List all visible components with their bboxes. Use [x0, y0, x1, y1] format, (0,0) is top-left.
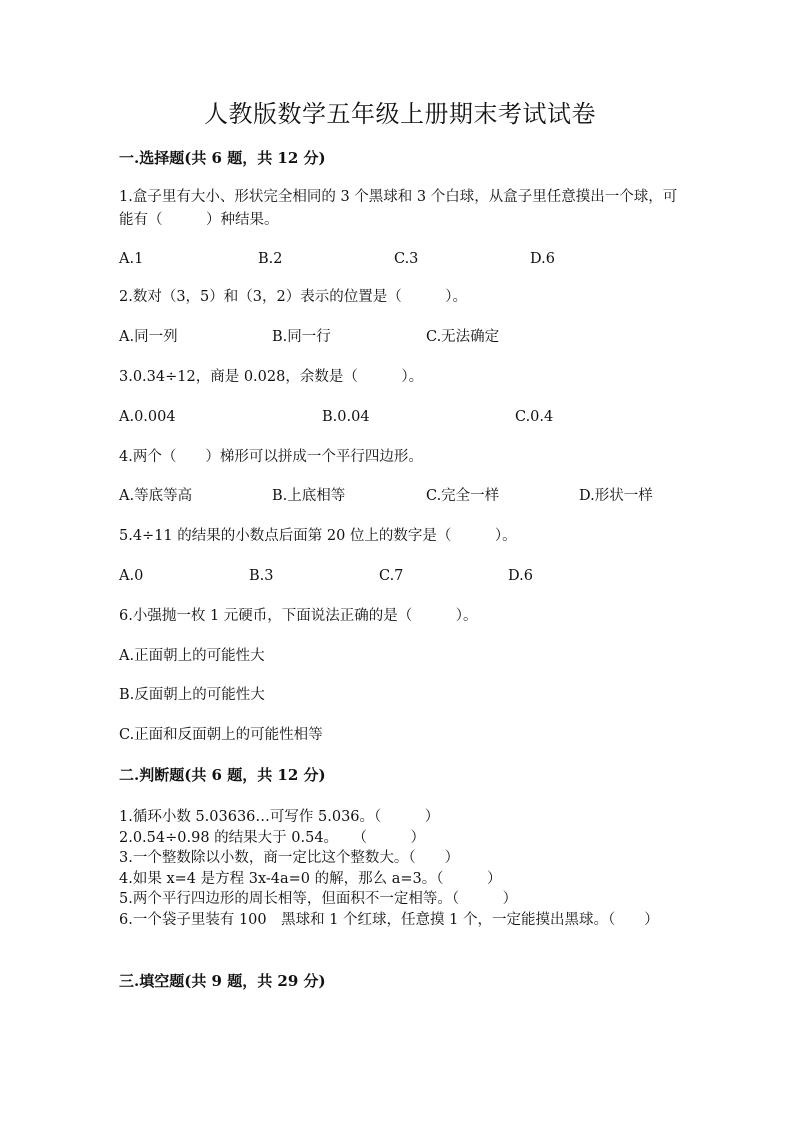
- question-6-option-c: C.正面和反面朝上的可能性相等: [119, 727, 323, 743]
- true-false-item-6: 6.一个袋子里装有 100 黑球和 1 个红球，任意摸 1 个，一定能摸出黑球。（ ）: [119, 911, 659, 928]
- option-a: A.1: [119, 251, 144, 267]
- question-5-text: 5.4÷11 的结果的小数点后面第 20 位上的数字是（ ）。: [119, 528, 517, 544]
- question-3-text: 3.0.34÷12，商是 0.028，余数是（ ）。: [119, 369, 424, 385]
- option-b: B.同一行: [272, 329, 331, 345]
- true-false-item-3: 3.一个整数除以小数，商一定比这个整数大。（ ）: [119, 850, 460, 866]
- option-b: B.2: [258, 251, 283, 267]
- question-2-text: 2.数对（3，5）和（3，2）表示的位置是（ ）。: [119, 289, 467, 305]
- option-a: A.同一列: [119, 329, 178, 345]
- section-2-heading: 二.判断题(共 6 题，共 12 分): [119, 766, 326, 784]
- question-4-options: [119, 486, 699, 506]
- option-c: C.0.4: [515, 409, 554, 425]
- section-3-heading: 三.填空题(共 9 题，共 29 分): [119, 972, 326, 990]
- option-d: D.6: [508, 568, 533, 584]
- question-5-options: [119, 566, 699, 586]
- option-a: A.0: [119, 568, 144, 584]
- question-4-text: 4.两个（ ）梯形可以拼成一个平行四边形。: [119, 449, 423, 465]
- true-false-item-5: 5.两个平行四边形的周长相等，但面积不一定相等。（ ）: [119, 891, 518, 907]
- true-false-item-2: 2.0.54÷0.98 的结果大于 0.54。 （ ）: [119, 829, 426, 846]
- section-1-heading: 一.选择题(共 6 题，共 12 分): [119, 149, 326, 167]
- option-b: B.3: [249, 568, 274, 584]
- true-false-item-4: 4.如果 x=4 是方程 3x-4a=0 的解，那么 a=3。（ ）: [119, 870, 502, 887]
- option-d: D.6: [530, 251, 555, 267]
- option-c: C.3: [394, 251, 419, 267]
- question-2-options: [119, 327, 699, 347]
- exam-title: 人教版数学五年级上册期末考试试卷: [204, 100, 596, 128]
- question-6-option-b: B.反面朝上的可能性大: [119, 687, 265, 703]
- option-a: A.等底等高: [119, 488, 193, 504]
- true-false-item-1: 1.循环小数 5.03636…可写作 5.036。（ ）: [119, 809, 440, 825]
- question-3-options: [119, 407, 699, 427]
- question-6-text: 6.小强抛一枚 1 元硬币，下面说法正确的是（ ）。: [119, 608, 478, 624]
- option-c: C.无法确定: [426, 329, 500, 345]
- true-false-list: [119, 807, 679, 930]
- option-c: C.7: [379, 568, 404, 584]
- question-6-option-a: A.正面朝上的可能性大: [119, 648, 265, 664]
- option-b: B.0.04: [322, 409, 370, 425]
- question-1-text: 1.盒子里有大小、形状完全相同的 3 个黑球和 3 个白球，从盒子里任意摸出一个球，可能有（ ）种结果。: [119, 189, 678, 228]
- question-1-options: [119, 249, 699, 269]
- option-b: B.上底相等: [272, 488, 346, 504]
- option-c: C.完全一样: [426, 488, 500, 504]
- option-d: D.形状一样: [579, 488, 653, 504]
- option-a: A.0.004: [119, 409, 176, 425]
